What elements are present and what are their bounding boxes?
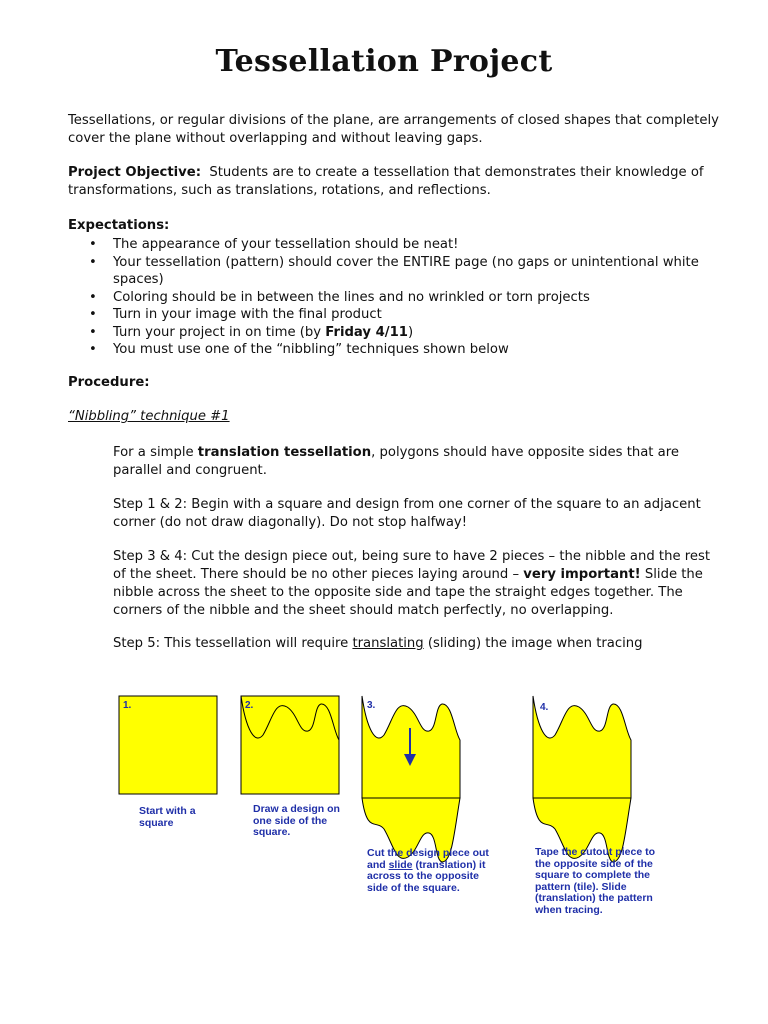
list-item: • You must use one of the “nibbling” techniques shown below (68, 341, 718, 359)
step-label-2: 2. (245, 700, 254, 711)
procedure-heading: Procedure: (68, 375, 150, 390)
list-item: • The appearance of your tessellation should be neat! (68, 236, 718, 254)
step5-post: (sliding) the image when tracing (423, 636, 643, 651)
objective-label: Project Objective: (68, 165, 201, 180)
cap3-post: (translation) it across to the opposite side of the square. (367, 858, 486, 894)
due-date: Friday 4/11 (325, 324, 408, 340)
caption-1: Start with a square (139, 805, 196, 829)
page-title: Tessellation Project (215, 44, 553, 79)
caption-2: Draw a design on one side of the square. (253, 803, 340, 838)
simple-pre: For a simple (113, 445, 198, 460)
caption-3 (367, 848, 502, 894)
step34-post: Slide the nibble across the sheet to the opposite side and tape the straight edges together. The corners of the nibble and the sheet should match perfectly, no overlapping. (113, 567, 703, 618)
list-item: • Turn in your image with the final product (68, 306, 718, 324)
step-1-2-paragraph: Step 1 & 2: Begin with a square and design from one corner of the square to an adjacent corner (do not draw diagonally). Do not stop halfway! (113, 497, 701, 530)
step5-underlined: translating (352, 636, 424, 651)
technique-heading: “Nibbling” technique #1 (68, 409, 230, 424)
step-label-3: 3. (367, 700, 376, 711)
objective-text: Students are to create a tessellation that demonstrates their knowledge of transformations, such as translations, rotations, and reflections. (68, 165, 704, 198)
step5-pre: Step 5: This tessellation will require (113, 636, 353, 651)
simple-post: , polygons should have opposite sides that are parallel and congruent. (113, 445, 679, 478)
item5-pre: Turn your project in on time (by (113, 324, 326, 340)
square-2 (241, 696, 339, 794)
item5-post: ) (407, 324, 414, 340)
list-item: • Your tessellation (pattern) should cover the ENTIRE page (no gaps or unintentional white spaces) (68, 254, 718, 289)
step-label-4: 4. (540, 702, 549, 713)
square-1 (119, 696, 217, 794)
simple-bold: translation tessellation (197, 445, 372, 460)
tile-4 (533, 696, 631, 862)
intro-paragraph: Tessellations, or regular divisions of the plane, are arrangements of closed shapes that completely cover the plane without overlapping and without leaving gaps. (68, 113, 719, 146)
list-item: • Coloring should be in between the lines and no wrinkled or torn projects (68, 289, 718, 307)
cap3-pre: Cut the design piece out and (367, 847, 489, 871)
step-label-1: 1. (123, 700, 132, 711)
step34-pre: Step 3 & 4: Cut the design piece out, being sure to have 2 pieces – the nibble and the rest of the sheet. There should be no other pieces laying around – (113, 549, 711, 582)
step34-bold: very important! (523, 567, 641, 582)
cap3-underlined: slide (388, 858, 413, 871)
caption-4: Tape the cutout piece to the opposite side of the square to complete the pattern (tile). Slide (translation) the pattern when tracing. (535, 846, 655, 916)
expectations-heading: Expectations: (68, 218, 170, 233)
